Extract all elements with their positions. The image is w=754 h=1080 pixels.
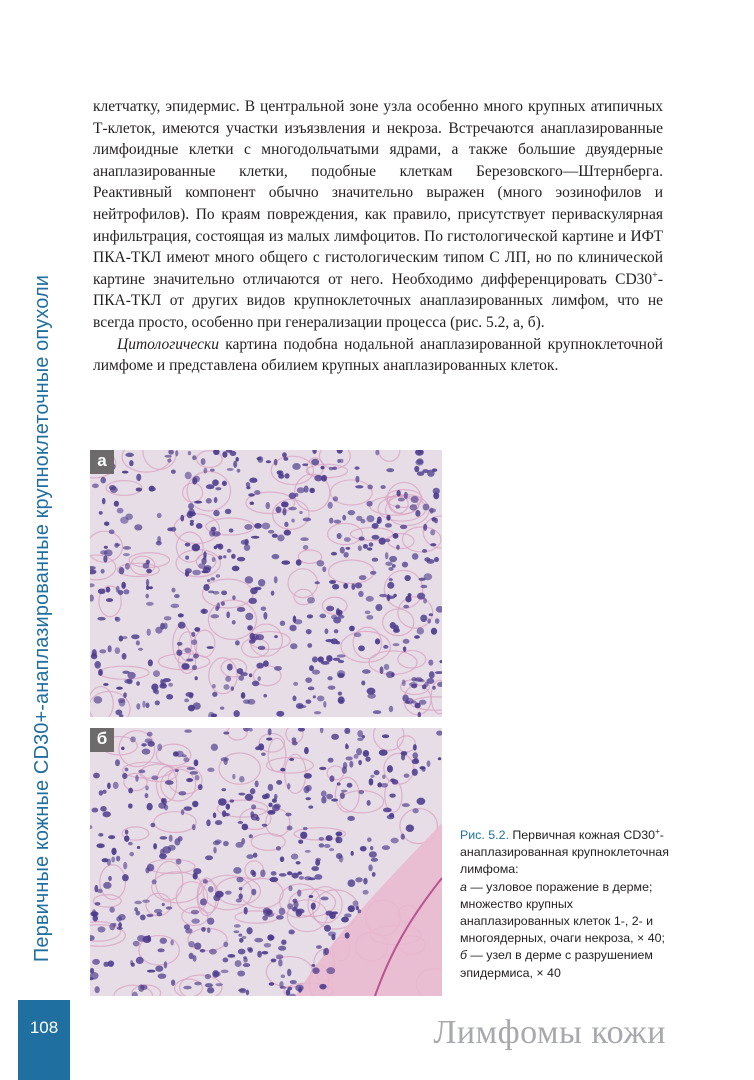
page-number-box <box>18 1000 70 1080</box>
caption-label: Рис. 5.2. <box>460 828 509 842</box>
caption-title-1: Первичная кожная CD30 <box>508 828 656 842</box>
body-text <box>93 96 663 377</box>
caption-b-text: — узел в дерме с разрушением эпидермиса, × 40 <box>460 948 653 980</box>
paragraph-1 <box>93 96 663 334</box>
paragraph-2-lead: Цитологически <box>117 335 219 353</box>
caption-a-text: — узловое поражение в дерме; множество крупных анаплазированных клеток 1-, 2- и многоядерных, очаги некроза, × 40; <box>460 879 665 946</box>
caption-title-sup: + <box>655 826 660 836</box>
micrograph-a-image <box>90 450 442 717</box>
micrograph-panel-b <box>90 728 442 996</box>
micrograph-panel-a <box>90 450 442 717</box>
page-number: 108 <box>29 1018 59 1037</box>
paragraph-1-text: клетчатку, эпидермис. В центральной зоне узла особенно много крупных атипичных Т-клеток, имеются участки изъязвления и некроза. Встречаются анаплазированные лимфоидные клетки с многодольчатыми ядрами, а также большие двуядерные анаплазированные клетки, подобные клеткам Березовского—Штернберга. Реактивный компонент обычно значительно выражен (много эозинофилов и нейтрофилов). По краям повреждения, как правило, присутствует периваскулярная инфильтрация, состоящая из малых лимфоцитов. По гистологической картине и ИФТ ПКА-ТКЛ имеют много общего с гистологическим типом С ЛП, но по клинической картине значительно отличаются от него. Необходимо дифференцировать CD30 <box>93 98 663 288</box>
caption-b-letter: б <box>460 948 467 963</box>
running-section-title-text: Первичные кожные CD30+-анаплазированные крупноклеточные опухоли <box>31 274 54 962</box>
paragraph-1-continuation: -ПКА-ТКЛ от других видов крупноклеточных анаплазированных лимфом, что не всегда просто, особенно при генерализации процесса (рис. 5.2, а, б). <box>93 270 663 331</box>
figure-caption <box>460 827 670 982</box>
panel-b-label: б <box>90 728 114 752</box>
paragraph-2-text: картина подобна нодальной анаплазированной крупноклеточной лимфоме и представлена обилием крупных анаплазированных клеток. <box>93 335 663 375</box>
caption-title-2: -анаплазированная крупноклеточная лимфома: <box>460 828 669 877</box>
paragraph-1-superscript: + <box>652 269 658 281</box>
caption-a-letter: а <box>460 879 467 894</box>
running-section-title <box>18 238 68 998</box>
paragraph-2 <box>93 334 663 377</box>
running-footer-title: Лимфомы кожи <box>433 1014 666 1051</box>
panel-a-label: а <box>90 450 114 474</box>
micrograph-b-image <box>90 728 442 996</box>
